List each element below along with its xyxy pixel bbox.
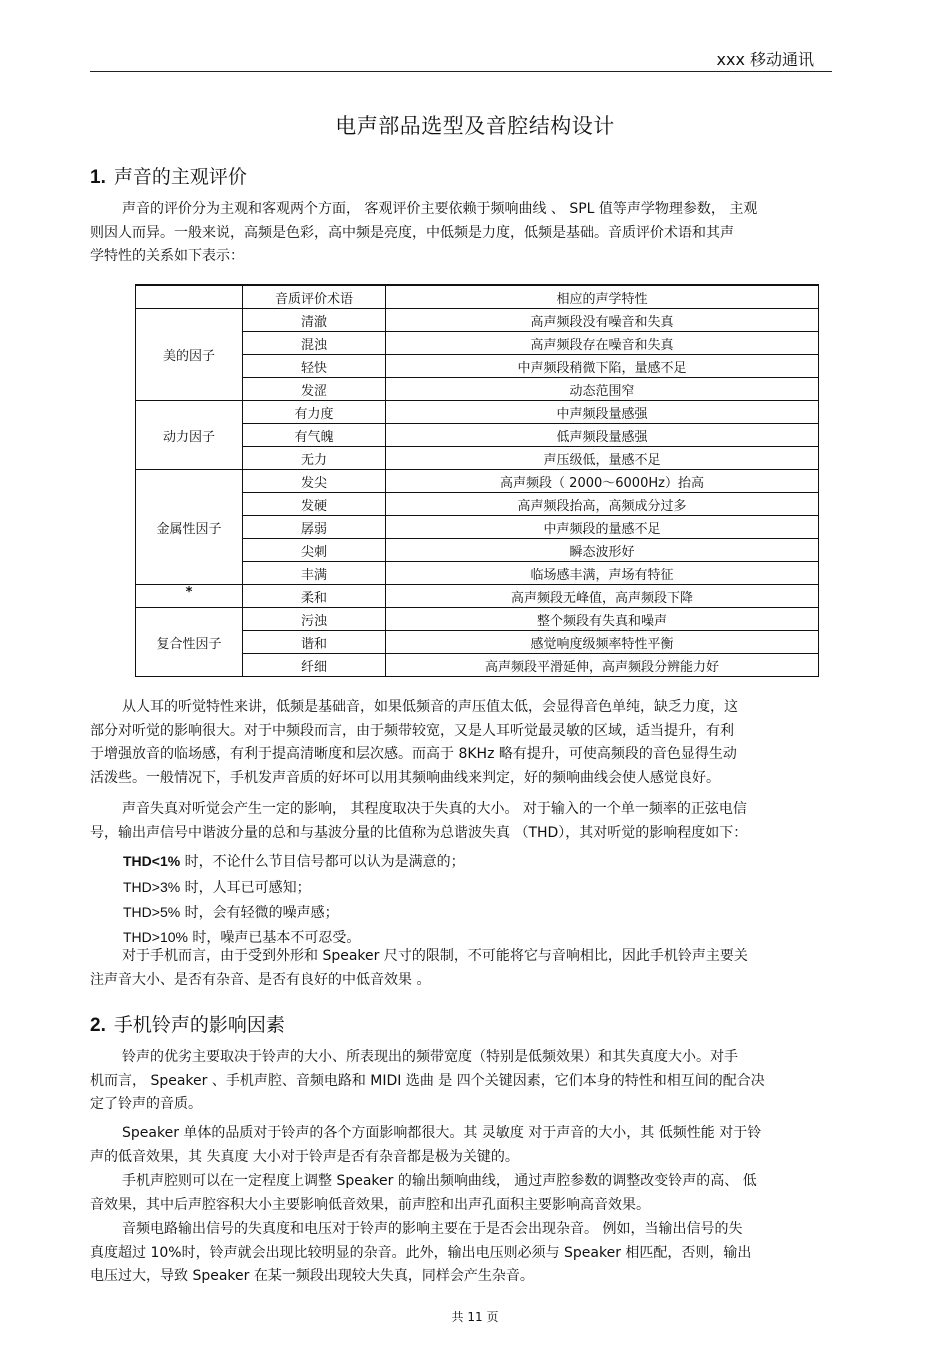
thd-item [123, 851, 465, 871]
section-2-number: 2. [90, 1015, 106, 1036]
table-row [136, 401, 819, 424]
text-line: Speaker 单体的品质对于铃声的各个方面影响都很大。其 灵敏度 对于声音的大小，其 低频性能 对于铃 [122, 1125, 762, 1141]
thd-description: 时，不论什么节目信号都可以认为是满意的； [180, 854, 465, 870]
table-header-row [136, 285, 819, 309]
table-row [136, 309, 819, 332]
table-row [136, 470, 819, 493]
text-line: 声的低音效果，其 失真度 大小对于铃声是否有杂音都是极为关键的。 [90, 1148, 519, 1165]
char-cell: 高声频段抬高，高频成分过多 [386, 493, 819, 516]
section-1-title: 声音的主观评价 [113, 166, 247, 188]
text-line: 声音失真对听觉会产生一定的影响， 其程度取决于失真的大小。 对于输入的一个单一频率的正弦电信 [122, 801, 747, 817]
term-cell: 清澈 [243, 309, 386, 332]
paragraph-speaker [90, 1122, 860, 1169]
paragraph-ringtone [90, 1046, 860, 1117]
thd-description: 时，会有轻微的噪声感； [180, 905, 339, 921]
char-cell: 高声频段存在噪音和失真 [386, 332, 819, 355]
char-cell: 感觉响度级频率特性平衡 [386, 631, 819, 654]
term-cell: 丰满 [243, 562, 386, 585]
term-cell: 发尖 [243, 470, 386, 493]
text-line: 活泼些。一般情况下，手机发声音质的好坏可以用其频响曲线来判定，好的频响曲线会使人感觉良好。 [90, 769, 720, 786]
paragraph-phone [90, 945, 860, 992]
thd-condition: THD>3% [123, 879, 181, 895]
thd-condition: THD>5% [123, 904, 181, 920]
page-title: 电声部品选型及音腔结构设计 [335, 114, 615, 138]
term-cell: 柔和 [243, 585, 386, 608]
text-line: 机而言， Speaker 、手机声腔、音频电路和 MIDI 选曲 是 四个关键因素，它们本身的特性和相互间的配合决 [90, 1072, 765, 1089]
char-cell: 中声频段稍微下陷，量感不足 [386, 355, 819, 378]
term-cell: 轻快 [243, 355, 386, 378]
term-cell: 污浊 [243, 608, 386, 631]
term-cell: 发硬 [243, 493, 386, 516]
text-line: 音频电路输出信号的失真度和电压对于铃声的影响主要在于是否会出现杂音。 例如，当输出信号的失 [122, 1221, 743, 1237]
text-line: 号，输出声信号中谐波分量的总和与基波分量的比值称为总谐波失真 （THD），其对听觉的影响程度如下： [90, 824, 748, 841]
text-line: 声音的评价分为主观和客观两个方面， 客观评价主要依赖于频响曲线 、 SPL 值等声学物理参数， 主观 [122, 201, 758, 217]
paragraph-hearing [90, 696, 860, 790]
thd-condition: THD>10% [123, 929, 188, 945]
char-cell: 临场感丰满，声场有特征 [386, 562, 819, 585]
term-cell: 发涩 [243, 378, 386, 401]
term-cell: 有力度 [243, 401, 386, 424]
group-cell: * [136, 585, 243, 608]
table-row [136, 585, 819, 608]
group-cell: 复合性因子 [136, 608, 243, 677]
group-cell: 动力因子 [136, 401, 243, 470]
char-cell: 整个频段有失真和噪声 [386, 608, 819, 631]
text-line: 学特性的关系如下表示： [90, 248, 244, 264]
table-header-char: 相应的声学特性 [386, 285, 819, 309]
term-cell: 纤细 [243, 654, 386, 677]
text-line: 注声音大小、是否有杂音、是否有良好的中低音效果 。 [90, 971, 431, 988]
text-line: 部分对听觉的影响很大。对于中频段而言，由于频带较宽，又是人耳听觉最灵敏的区域，适当提升，有利 [90, 722, 734, 739]
section-2-title: 手机铃声的影响因素 [113, 1014, 285, 1036]
text-line: 对于手机而言，由于受到外形和 Speaker 尺寸的限制，不可能将它与音响相比，因此手机铃声主要关 [122, 948, 748, 964]
page-header [90, 47, 832, 72]
group-cell: 金属性因子 [136, 470, 243, 585]
char-cell: 声压级低，量感不足 [386, 447, 819, 470]
paragraph-cavity [90, 1170, 860, 1217]
text-line: 手机声腔则可以在一定程度上调整 Speaker 的输出频响曲线， 通过声腔参数的调整改变铃声的高、 低 [122, 1173, 757, 1189]
char-cell: 瞬态波形好 [386, 539, 819, 562]
evaluation-table [135, 284, 819, 677]
char-cell: 高声频段没有噪音和失真 [386, 309, 819, 332]
paragraph-distortion [90, 798, 860, 845]
text-line: 真度超过 10%时，铃声就会出现比较明显的杂音。此外，输出电压则必须与 Speaker 相匹配，否则，输出 [90, 1244, 752, 1261]
header-text: xxx 移动通讯 [716, 50, 814, 69]
char-cell: 动态范围窄 [386, 378, 819, 401]
thd-item [123, 877, 311, 897]
char-cell: 中声频段的量感不足 [386, 516, 819, 539]
table-row [136, 608, 819, 631]
thd-item [123, 902, 339, 922]
text-line: 于增强放音的临场感，有利于提高清晰度和层次感。而高于 8KHz 略有提升，可使高频段的音色显得生动 [90, 746, 737, 762]
text-line: 从人耳的听觉特性来讲，低频是基础音，如果低频音的声压值太低，会显得音色单纯，缺乏力度，这 [122, 699, 738, 715]
term-cell: 孱弱 [243, 516, 386, 539]
section-1-heading [90, 162, 247, 189]
text-line: 定了铃声的音质。 [90, 1096, 202, 1112]
paragraph-circuit [90, 1218, 860, 1289]
char-cell: 低声频段量感强 [386, 424, 819, 447]
term-cell: 混浊 [243, 332, 386, 355]
thd-description: 时，噪声已基本不可忍受。 [187, 930, 361, 946]
term-cell: 谐和 [243, 631, 386, 654]
term-cell: 无力 [243, 447, 386, 470]
text-line: 电压过大，导致 Speaker 在某一频段出现较大失真，同样会产生杂音。 [90, 1268, 534, 1284]
text-line: 音效果，其中后声腔容积大小主要影响低音效果，前声腔和出声孔面积主要影响高音效果。 [90, 1196, 650, 1213]
table-header-term: 音质评价术语 [243, 285, 386, 309]
page-footer: 共 11 页 [451, 1310, 499, 1324]
thd-item [123, 927, 360, 947]
char-cell: 高声频段平滑延伸，高声频段分辨能力好 [386, 654, 819, 677]
char-cell: 高声频段（ 2000～6000Hz）抬高 [386, 470, 819, 493]
term-cell: 尖刺 [243, 539, 386, 562]
char-cell: 高声频段无峰值，高声频段下降 [386, 585, 819, 608]
section-1-number: 1. [90, 167, 106, 188]
text-line: 铃声的优劣主要取决于铃声的大小、所表现出的频带宽度（特别是低频效果）和其失真度大小。对手 [122, 1049, 738, 1065]
thd-description: 时，人耳已可感知； [180, 880, 311, 896]
group-cell: 美的因子 [136, 309, 243, 401]
table-header-cell [136, 285, 243, 309]
thd-condition: THD<1% [123, 853, 181, 869]
text-line: 则因人而异。一般来说，高频是色彩，高中频是亮度，中低频是力度，低频是基础。音质评价术语和其声 [90, 224, 734, 241]
term-cell: 有气魄 [243, 424, 386, 447]
section-1-intro [90, 198, 860, 269]
section-2-heading [90, 1010, 285, 1037]
char-cell: 中声频段量感强 [386, 401, 819, 424]
